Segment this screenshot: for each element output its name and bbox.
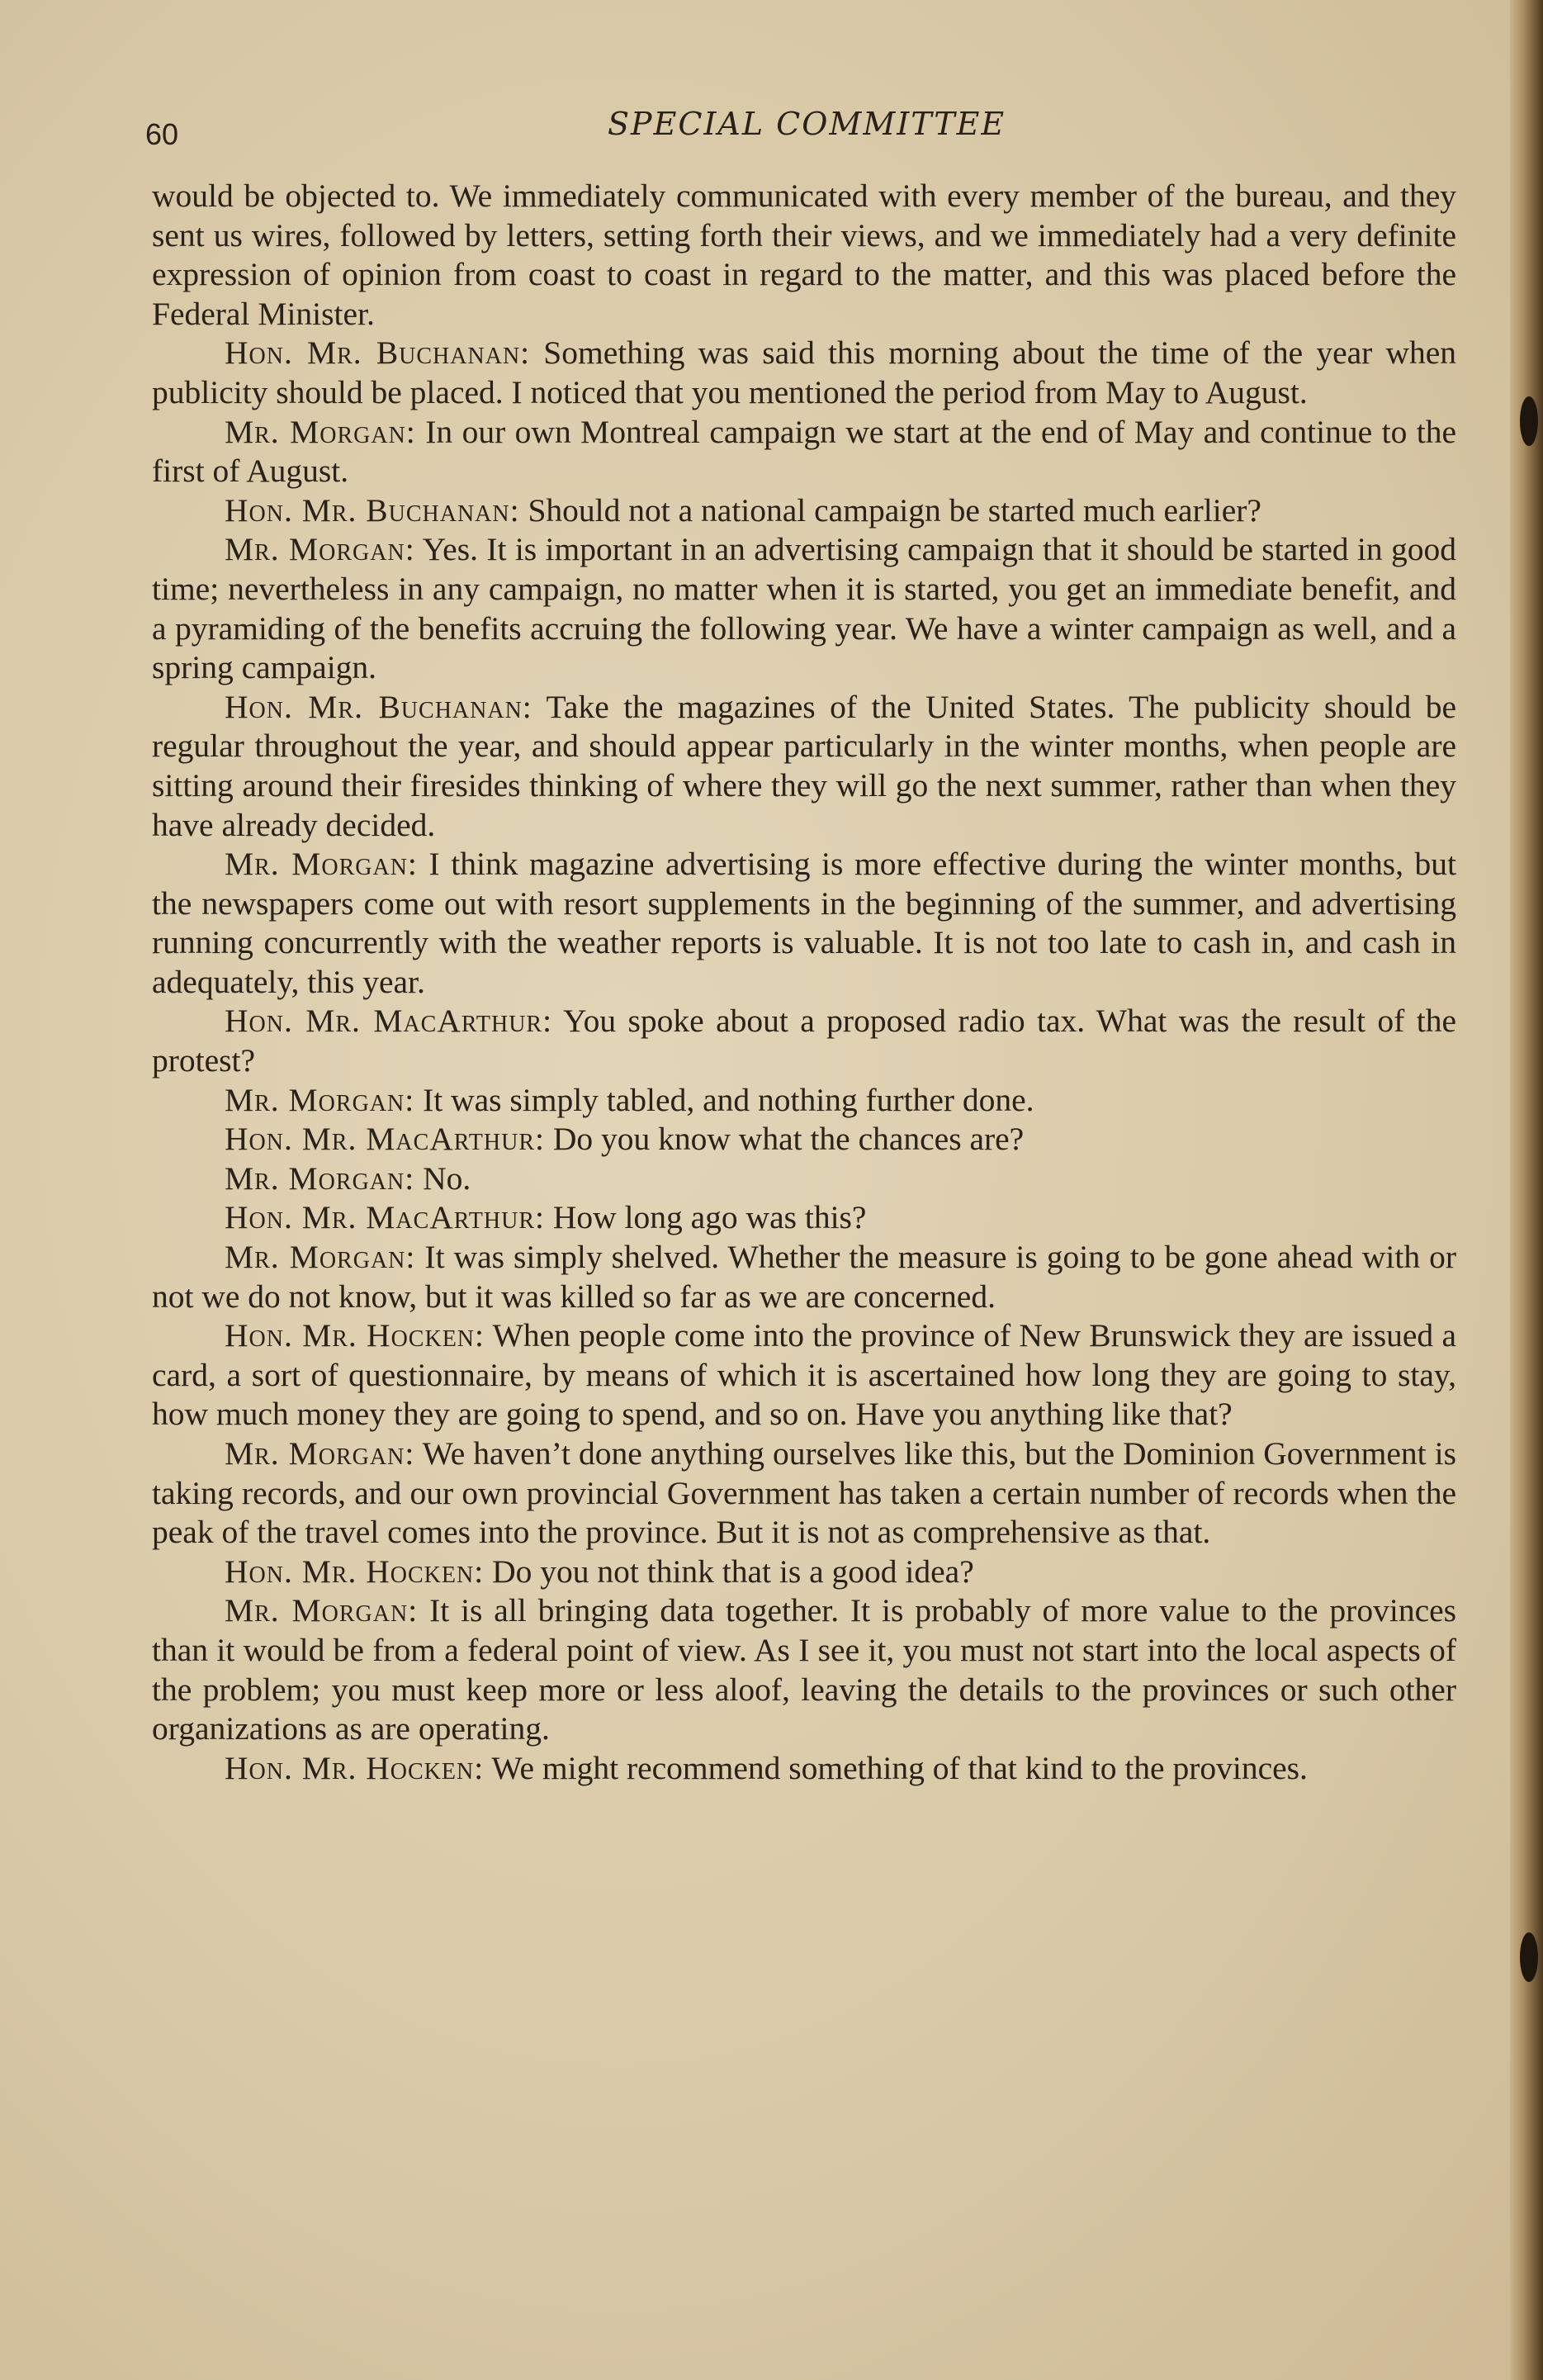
paragraph-text: would be objected to. We immediately communicated with every member of the bureau, and they sent us wires, followed by letters, setting forth their views, and we immediately had a very definite expression of opinion from coast to coast in regard to the matter, and this was placed before the Federal Minister.	[152, 178, 1456, 332]
speech	[152, 1316, 1456, 1434]
speaker-name: Mr. Morgan:	[225, 846, 418, 883]
speaker-name: Mr. Morgan:	[225, 413, 416, 450]
binding-edge	[1510, 0, 1543, 2380]
speaker-name: Mr. Morgan:	[225, 531, 415, 568]
speech-text: In our own Montreal campaign we start at the end of May and continue to the first of August.	[152, 413, 1457, 490]
speech-text: It was simply tabled, and nothing further done.	[423, 1081, 1034, 1118]
speaker-name: Mr. Morgan:	[225, 1081, 415, 1118]
speech-text: We might recommend something of that kind to the provinces.	[491, 1749, 1308, 1786]
speaker-name: Hon. Mr. Buchanan:	[225, 334, 531, 372]
speech-text: You spoke about a proposed radio tax. What was the result of the protest?	[152, 1003, 1456, 1079]
speech-text: How long ago was this?	[552, 1199, 867, 1236]
speech-text: It was simply shelved. Whether the measure is going to be gone ahead with or not we do not know, but it was killed so far as we are concerned.	[152, 1239, 1457, 1315]
speech	[152, 1198, 1456, 1238]
speech	[152, 1081, 1456, 1121]
speaker-name: Mr. Morgan:	[225, 1159, 415, 1197]
speech	[152, 1591, 1456, 1748]
speech-text: It is all bringing data together. It is probably of more value to the provinces than it would be from a federal point of view. As I see it, you must not start into the local aspects of the problem; you must keep more or less aloof, leaving the details to the provinces or such other organizations as are operating.	[152, 1592, 1456, 1747]
speaker-name: Mr. Morgan:	[225, 1435, 415, 1472]
speaker-name: Hon. Mr. MacArthur:	[225, 1121, 545, 1158]
speaker-name: Hon. Mr. Buchanan:	[225, 688, 532, 725]
binding-hole	[1520, 396, 1538, 446]
speaker-name: Hon. Mr. MacArthur:	[225, 1003, 553, 1040]
speech	[152, 1749, 1456, 1789]
speech	[152, 1002, 1456, 1080]
speech-text: Take the magazines of the United States. The publicity should be regular throughout the year, and should appear particularly in the winter months, when people are sitting around their firesides thinking of where they will go the next summer, rather than when they have already decided.	[152, 688, 1456, 843]
speech	[152, 1434, 1456, 1553]
speech	[152, 1553, 1456, 1592]
page-header	[145, 106, 1433, 155]
speech	[152, 1238, 1456, 1316]
speech	[152, 530, 1456, 687]
speech	[152, 1120, 1456, 1159]
speaker-name: Mr. Morgan:	[225, 1592, 419, 1629]
speech	[152, 413, 1456, 491]
speaker-name: Hon. Mr. Buchanan:	[225, 491, 520, 529]
speech	[152, 491, 1456, 531]
speech-text: Yes. It is important in an advertising campaign that it should be started in good time; nevertheless in any campaign, no matter when it is started, you get an immediate benefit, and a pyramiding of the benefits accruing the following year. We have a winter campaign as well, and a spring campaign.	[152, 531, 1457, 686]
speech-text: Something was said this morning about the time of the year when publicity should be placed. I noticed that you mentioned the period from May to August.	[152, 334, 1456, 410]
running-head: SPECIAL COMMITTEE	[608, 106, 1006, 142]
speech-text: Do you know what the chances are?	[552, 1121, 1025, 1158]
speaker-name: Hon. Mr. Hocken:	[225, 1749, 485, 1786]
speech-text: I think magazine advertising is more effective during the winter months, but the newspapers come out with resort supplements in the beginning of the summer, and advertising running concurrently with the weather reports is valuable. It is not too late to cash in, and cash in adequately, this year.	[152, 846, 1457, 1000]
binding-hole	[1520, 1932, 1538, 1982]
speech-text: When people come into the province of New Brunswick they are issued a card, a sort of questionnaire, by means of which it is ascertained how long they are going to stay, how much money they are going to spend, and so on. Have you anything like that?	[152, 1317, 1456, 1433]
paragraph	[152, 177, 1456, 334]
speaker-name: Hon. Mr. Hocken:	[225, 1553, 485, 1590]
speech-text: We haven’t done anything ourselves like this, but the Dominion Government is taking records, and our own provincial Government has taken a certain number of records when the peak of the travel comes into the province. But it is not as comprehensive as that.	[152, 1435, 1456, 1551]
speech	[152, 1159, 1456, 1199]
speech	[152, 845, 1456, 1002]
speaker-name: Hon. Mr. MacArthur:	[225, 1199, 545, 1236]
body-text	[152, 177, 1456, 1788]
speech-text: No.	[423, 1159, 471, 1197]
speech-text: Should not a national campaign be started much earlier?	[528, 491, 1261, 529]
speech	[152, 688, 1456, 845]
page-number: 60	[145, 117, 179, 151]
speaker-name: Hon. Mr. Hocken:	[225, 1317, 485, 1354]
speaker-name: Mr. Morgan:	[225, 1239, 416, 1276]
speech-text: Do you not think that is a good idea?	[492, 1553, 974, 1590]
speech	[152, 334, 1456, 412]
